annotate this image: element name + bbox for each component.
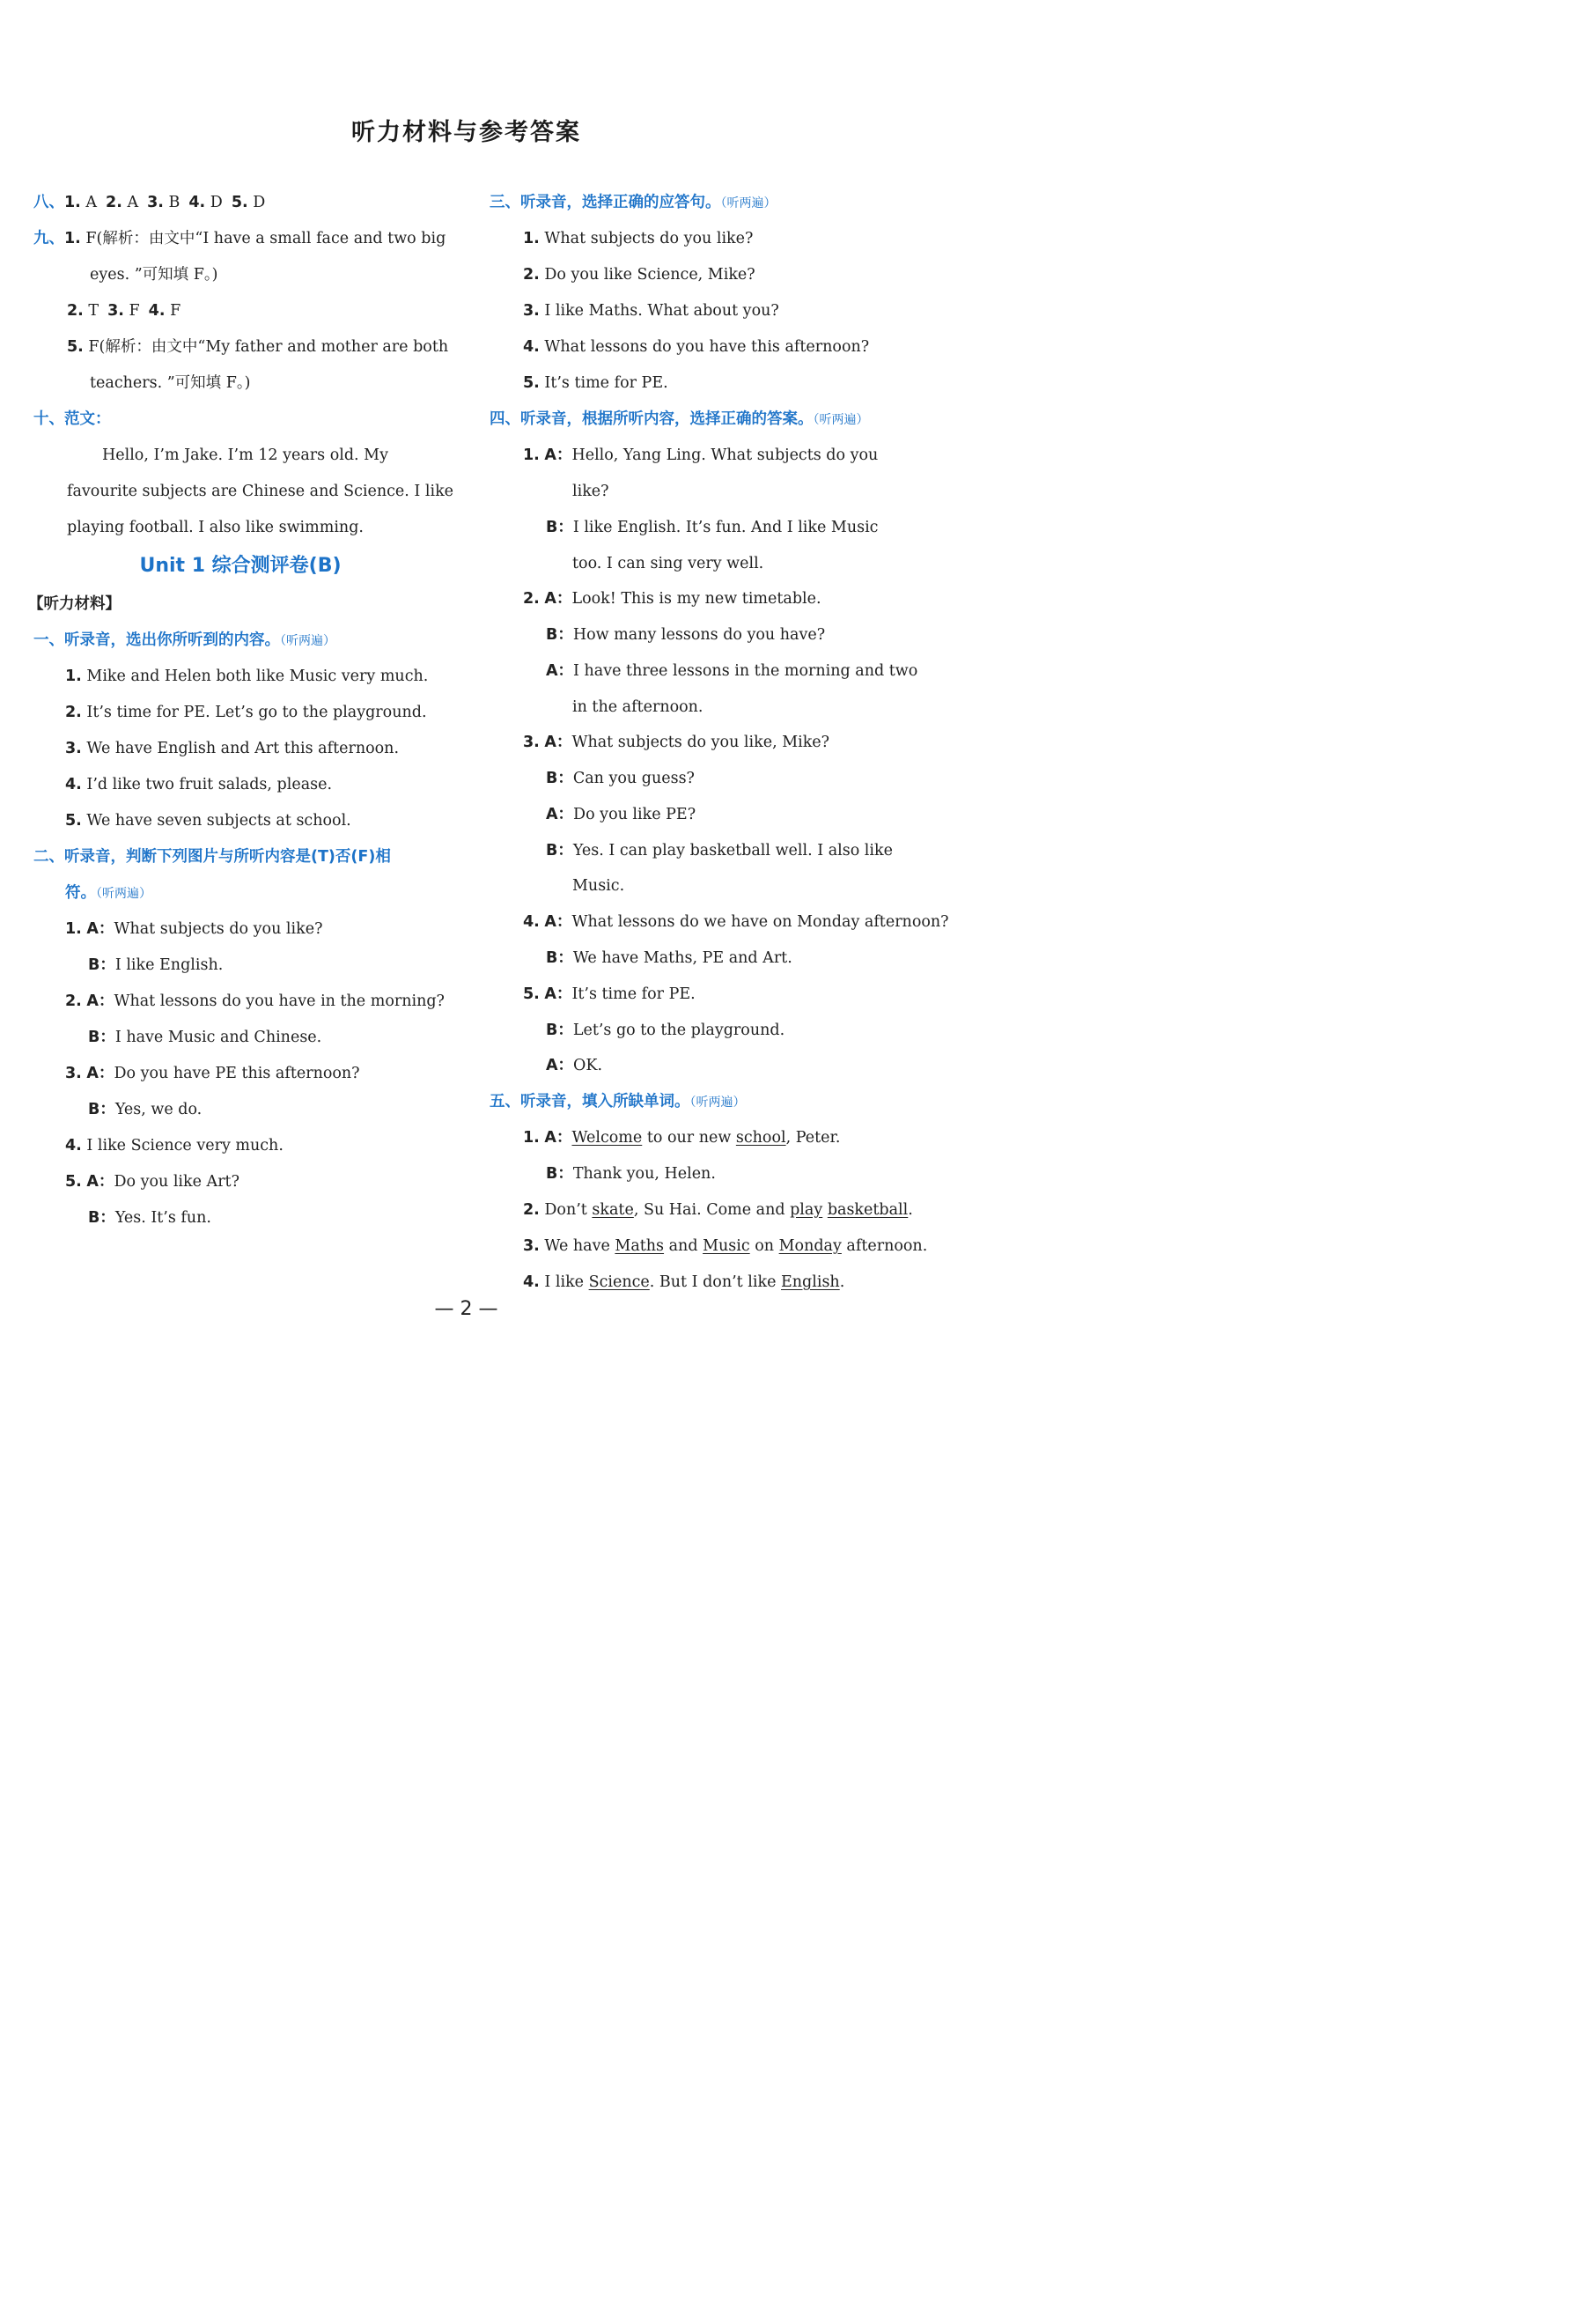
dialogue-line: B：Can you guess? bbox=[546, 770, 695, 787]
section-9-item-1-cont: eyes. ”可知填 F。) bbox=[90, 266, 218, 284]
blank-answer: Welcome bbox=[571, 1129, 643, 1147]
dialogue-line: B：I like English. It’s fun. And I like Music bbox=[546, 519, 879, 536]
fill-blank-line: 1. A：Welcome to our new school, Peter. bbox=[523, 1129, 841, 1147]
dialogue-line: A：I have three lessons in the morning and two bbox=[546, 662, 918, 680]
blank-answer: school bbox=[735, 1129, 786, 1147]
dialogue-line: B：Yes. It’s fun. bbox=[88, 1209, 211, 1227]
dialogue-line: 4. I like Science very much. bbox=[65, 1137, 284, 1155]
blank-answer: Science bbox=[588, 1273, 650, 1291]
list-item: 5. We have seven subjects at school. bbox=[65, 812, 351, 830]
dialogue-line: A：OK. bbox=[546, 1057, 603, 1074]
dialogue-line: B：Yes, we do. bbox=[88, 1101, 203, 1118]
dialogue-line: 3. A：Do you have PE this afternoon? bbox=[65, 1065, 360, 1082]
essay-line-3: playing football. I also like swimming. bbox=[67, 519, 364, 536]
list-item: 4. What lessons do you have this afternoon? bbox=[523, 338, 870, 356]
list-item: 5. It’s time for PE. bbox=[523, 374, 668, 392]
part-4-title: 四、听录音，根据所听内容，选择正确的答案。（听两遍） bbox=[490, 410, 869, 428]
dialogue-line: Music. bbox=[572, 877, 625, 895]
dialogue-line: 1. A：Hello, Yang Ling. What subjects do you bbox=[523, 446, 879, 464]
blank-answer: play bbox=[790, 1201, 823, 1219]
essay-line-1: Hello, I’m Jake. I’m 12 years old. My bbox=[102, 446, 388, 464]
list-item: 1. What subjects do you like? bbox=[523, 230, 754, 247]
section-9-items-2-4: 2. T 3. F 4. F bbox=[67, 302, 181, 320]
dialogue-line: 5. A：Do you like Art? bbox=[65, 1173, 239, 1191]
part-3-title: 三、听录音，选择正确的应答句。（听两遍） bbox=[490, 194, 777, 211]
part-2-title: 二、听录音，判断下列图片与所听内容是(T)否(F)相 bbox=[33, 848, 391, 866]
list-item: 1. Mike and Helen both like Music very much. bbox=[65, 668, 429, 685]
unit-title: Unit 1 综合测评卷(B) bbox=[139, 555, 342, 577]
blank-answer: Maths bbox=[615, 1237, 665, 1255]
dialogue-line: B：Yes. I can play basketball well. I also like bbox=[546, 842, 893, 860]
section-9-item-5-cont: teachers. ”可知填 F。) bbox=[90, 374, 251, 392]
blank-answer: basketball bbox=[827, 1201, 909, 1219]
fill-blank-line: 3. We have Maths and Music on Monday afternoon. bbox=[523, 1237, 928, 1255]
dialogue-line: B：Let’s go to the playground. bbox=[546, 1022, 785, 1039]
page-title: 听力材料与参考答案 bbox=[351, 119, 581, 146]
dialogue-line: 3. A：What subjects do you like, Mike? bbox=[523, 734, 830, 751]
blank-answer: Monday bbox=[778, 1237, 842, 1255]
dialogue-line: 2. A：Look! This is my new timetable. bbox=[523, 590, 821, 608]
fill-blank-line: B：Thank you, Helen. bbox=[546, 1165, 716, 1183]
dialogue-line: in the afternoon. bbox=[572, 698, 703, 716]
dialogue-line: too. I can sing very well. bbox=[572, 555, 764, 572]
section-8: 八、1. A 2. A 3. B 4. D 5. D bbox=[33, 194, 266, 211]
dialogue-line: B：I like English. bbox=[88, 956, 224, 974]
list-item: 3. I like Maths. What about you? bbox=[523, 302, 779, 320]
list-item: 2. It’s time for PE. Let’s go to the playground. bbox=[65, 704, 427, 721]
section-10-label: 十、范文： bbox=[33, 410, 111, 428]
part-1-title: 一、听录音，选出你所听到的内容。（听两遍） bbox=[33, 631, 335, 649]
fill-blank-line: 2. Don’t skate, Su Hai. Come and play basketball. bbox=[523, 1201, 913, 1219]
blank-answer: skate bbox=[592, 1201, 634, 1219]
essay-line-2: favourite subjects are Chinese and Science. I like bbox=[67, 483, 454, 500]
part-5-title: 五、听录音，填入所缺单词。（听两遍） bbox=[490, 1093, 746, 1110]
listening-label: 【听力材料】 bbox=[28, 595, 121, 613]
dialogue-line: B：I have Music and Chinese. bbox=[88, 1029, 322, 1046]
dialogue-line: B：How many lessons do you have? bbox=[546, 626, 826, 644]
dialogue-line: A：Do you like PE? bbox=[546, 806, 696, 823]
list-item: 2. Do you like Science, Mike? bbox=[523, 266, 755, 284]
list-item: 4. I’d like two fruit salads, please. bbox=[65, 776, 333, 793]
dialogue-line: 2. A：What lessons do you have in the morning? bbox=[65, 992, 445, 1010]
section-8-label: 八、 bbox=[33, 194, 64, 211]
part-2-title-cont: 符。（听两遍） bbox=[65, 884, 151, 902]
page-number: — 2 — bbox=[434, 1298, 498, 1320]
fill-blank-line: 4. I like Science. But I don’t like English. bbox=[523, 1273, 845, 1291]
blank-answer: Music bbox=[703, 1237, 750, 1255]
section-9-item-1: 九、1. F(解析：由文中“I have a small face and two big bbox=[33, 230, 446, 247]
list-item: 3. We have English and Art this afternoon. bbox=[65, 740, 400, 757]
dialogue-line: 5. A：It’s time for PE. bbox=[523, 985, 696, 1003]
dialogue-line: 1. A：What subjects do you like? bbox=[65, 920, 323, 938]
section-9-item-5: 5. F(解析：由文中“My father and mother are both bbox=[67, 338, 449, 356]
dialogue-line: like? bbox=[572, 483, 609, 500]
dialogue-line: B：We have Maths, PE and Art. bbox=[546, 949, 792, 967]
dialogue-line: 4. A：What lessons do we have on Monday afternoon? bbox=[523, 913, 949, 931]
blank-answer: English bbox=[781, 1273, 840, 1291]
